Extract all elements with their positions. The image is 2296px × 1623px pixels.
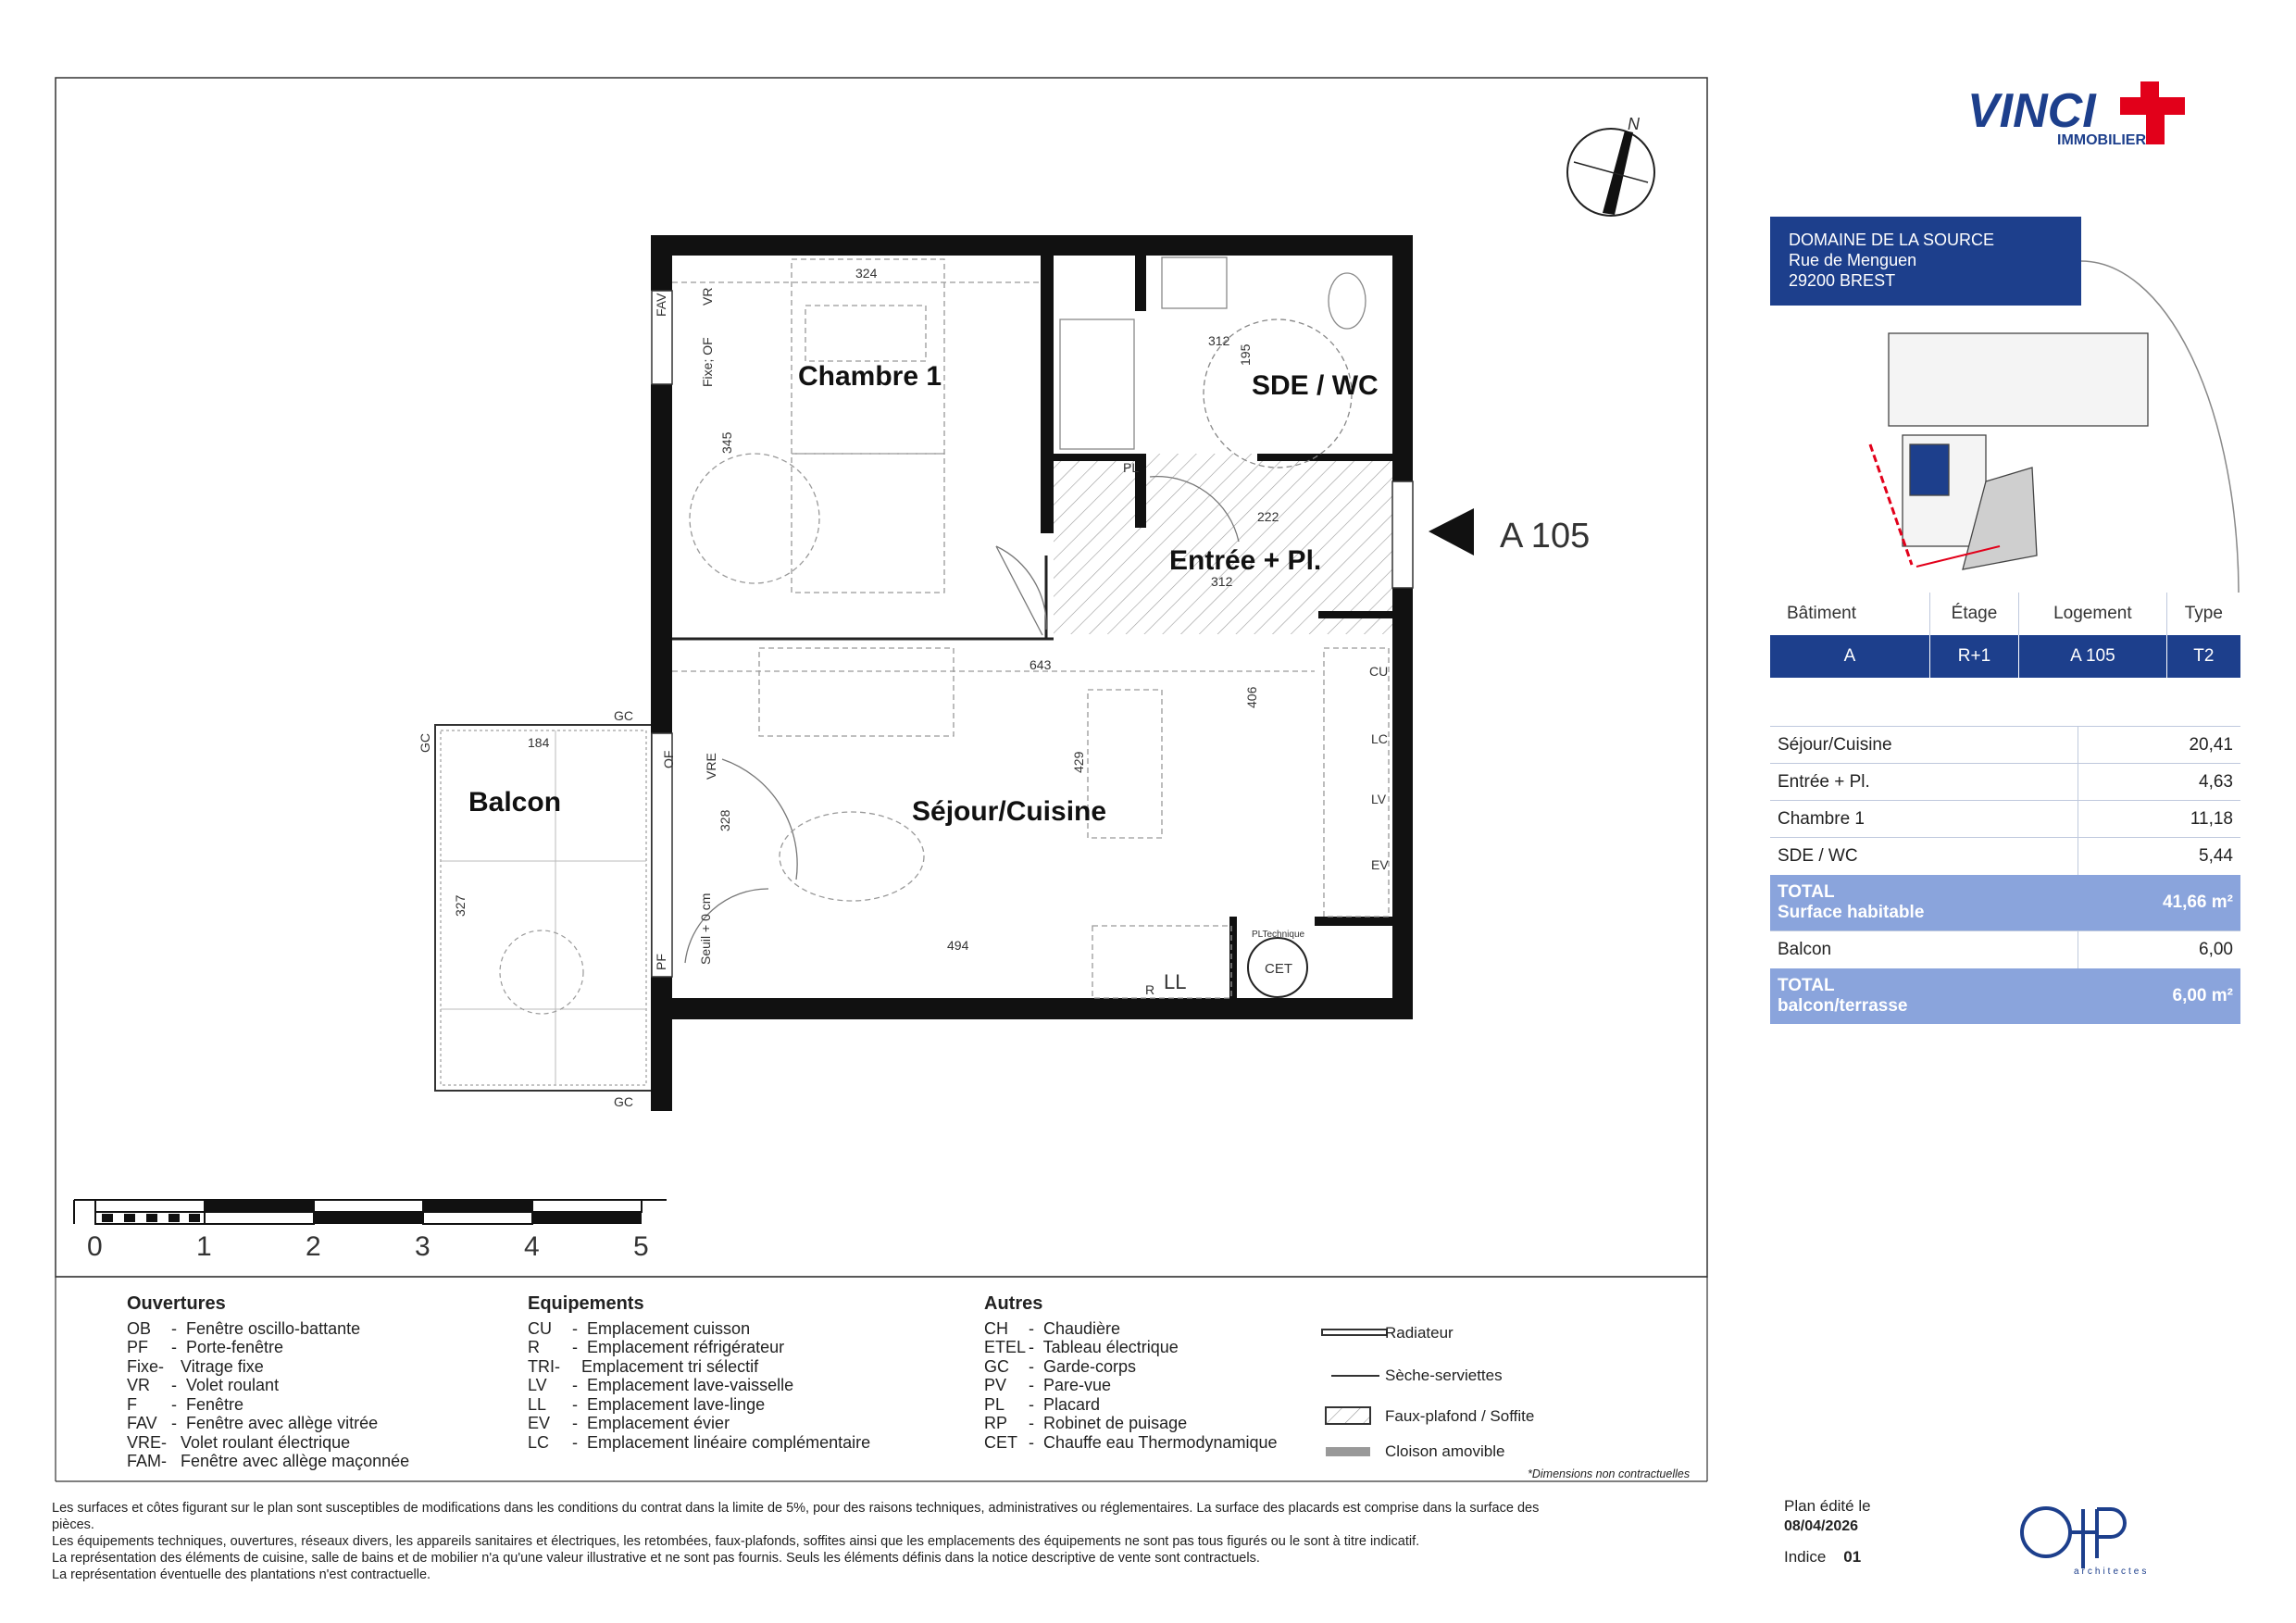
dim-label: 312 [1208,333,1230,348]
north-label: N [1628,115,1640,133]
label-pf: PF [654,954,668,970]
list-item: TRI- Emplacement tri sélectif [528,1356,759,1376]
area-value: 6,00 [2078,931,2240,968]
apartment-tag: A 105 [1500,517,1591,556]
list-item: FAV - Fenêtre avec allège vitrée [127,1414,379,1432]
total-sublabel: balcon/terrasse [1778,996,1908,1016]
room-label-balcon: Balcon [468,787,562,818]
disclaimer-line: La représentation des éléments de cuisine, salle de bains et de mobilier n'a qu'une valeur illustrative et ne sont pas fournis. Seuls les éléments définis dans la notice descriptive de vente sont contractuels. [52,1551,1260,1566]
disclaimer [52,1500,1552,1583]
balcony-outline [435,725,652,1091]
header-etage: Étage [1929,593,2018,635]
walls [651,235,1413,1111]
north-compass [1567,129,1654,216]
legend-seche-serviettes: Sèche-serviettes [1385,1367,1503,1384]
dim-label: 643 [1029,657,1052,672]
project-address-box [1770,217,2081,306]
scale-tick-label: 5 [633,1231,649,1262]
svg-text:IMMOBILIER: IMMOBILIER [2057,132,2146,148]
label-r: R [1145,982,1155,997]
disclaimer-line: Les équipements techniques, ouvertures, réseaux divers, les appareils sanitaires et électriques, les retombées, faux-plafonds, soffites ainsi que les emplacements des équipements ne sont pas tous figurés ou le sont à titre indicatif. [52,1534,1420,1549]
legend-cloison: Cloison amovible [1385,1442,1505,1460]
architect-sub: architectes [2074,1567,2150,1577]
label-gc-bottom: GC [614,1094,633,1109]
disclaimer-line: La représentation éventuelle des plantations n'est contractuelle. [52,1567,431,1582]
surface-table [1770,726,2240,1024]
dim-label: 222 [1257,509,1279,524]
project-street: Rue de Menguen [1789,251,1917,269]
label-gc-top: GC [614,708,633,723]
label-cet: CET [1265,961,1292,977]
entry-arrow-triangle [1429,508,1474,556]
area-value: 20,41 [2078,727,2240,764]
scale-tick-label: 0 [87,1231,103,1262]
list-item: LV - Emplacement lave-vaisselle [528,1376,794,1394]
vinci-logo [1967,81,2185,148]
plan-frame [56,78,1707,1277]
dim-label: 327 [453,894,468,917]
list-item: CET - Chauffe eau Thermodynamique [984,1432,1278,1452]
label-seuil: Seuil + 0 cm [698,893,713,965]
total-label: TOTAL [1778,976,1835,995]
value-logement: A 105 [2019,635,2167,678]
table-row [1770,727,2240,764]
label-ll: LL [1164,970,1187,993]
room-label-sde: SDE / WC [1252,370,1379,401]
edition-date: 08/04/2026 [1784,1518,1859,1534]
scale-bar [74,1200,667,1224]
header-batiment: Bâtiment [1787,604,1856,623]
value-batiment: A [1770,635,1929,678]
label-lv: LV [1371,792,1387,806]
area-label: Entrée + Pl. [1770,764,2078,801]
sde-fixtures [1060,257,1366,468]
value-type: T2 [2166,635,2240,678]
chambre-furniture [672,259,1041,593]
label-fav: FAV [654,293,668,317]
lot-info-table [1770,593,2240,678]
label-ev: EV [1371,857,1389,872]
scale-tick-label: 2 [306,1231,321,1262]
table-row [1770,838,2240,875]
label-fixe-of: Fixe; OF [700,337,715,387]
legend-faux-plafond: Faux-plafond / Soffite [1385,1407,1535,1425]
indice-label: Indice [1784,1548,1827,1566]
value-etage: R+1 [1929,635,2018,678]
list-item: R - Emplacement réfrigérateur [528,1338,785,1356]
legend-radiateur: Radiateur [1385,1324,1454,1342]
project-city: 29200 BREST [1789,271,1896,290]
project-name: DOMAINE DE LA SOURCE [1789,231,1995,249]
label-lc: LC [1371,731,1388,746]
list-item: GC - Garde-corps [984,1356,1137,1376]
dim-label: 312 [1211,574,1233,589]
list-item: RP - Robinet de puisage [984,1414,1188,1432]
dim-label: 406 [1244,686,1259,708]
dimensions-note: *Dimensions non contractuelles [1528,1467,1691,1480]
total-value: 6,00 m² [2078,968,2240,1025]
total-value: 41,66 m² [2078,875,2240,931]
list-item: VR - Volet roulant [127,1376,280,1394]
list-item: Fixe- Vitrage fixe [127,1356,264,1376]
op-architect-logo [2022,1508,2125,1568]
list-item: EV - Emplacement évier [528,1414,730,1432]
list-item: FAM- Fenêtre avec allège maçonnée [127,1452,410,1470]
scale-tick-label: 3 [415,1231,430,1262]
area-value: 4,63 [2078,764,2240,801]
list-item: OB - Fenêtre oscillo-battante [127,1318,361,1338]
dim-label: 494 [947,938,969,953]
list-item: PV - Pare-vue [984,1376,1112,1394]
legend-ouvertures [127,1294,409,1471]
label-pl: PL [1123,460,1140,475]
area-value: 11,18 [2078,801,2240,838]
scale-tick-label: 4 [524,1231,540,1262]
dim-label: 328 [718,809,732,831]
legend-symbols [1322,1330,1387,1456]
area-value: 5,44 [2078,838,2240,875]
list-item: CU - Emplacement cuisson [528,1318,751,1338]
list-item: ETEL - Tableau électrique [984,1338,1179,1356]
list-item: LL - Emplacement lave-linge [528,1394,766,1414]
dim-label: 429 [1071,751,1086,773]
legend-title: Ouvertures [127,1293,226,1314]
label-vre: VRE [704,753,718,780]
area-label: SDE / WC [1770,838,2078,875]
list-item: LC - Emplacement linéaire complémentaire [528,1432,871,1452]
total-habitable-row [1770,875,2240,931]
total-sublabel: Surface habitable [1778,903,1925,922]
list-item: PF - Porte-fenêtre [127,1338,284,1356]
room-label-entree: Entrée + Pl. [1169,545,1322,576]
table-row [1770,764,2240,801]
list-item: PL - Placard [984,1394,1101,1414]
area-label: Chambre 1 [1770,801,2078,838]
label-pl-technique: PLTechnique [1252,930,1305,940]
hatched-entree [1054,454,1397,634]
header-logement: Logement [2019,593,2167,635]
label-of: OF [661,750,676,768]
table-row [1770,931,2240,968]
dim-label: 345 [719,431,734,454]
area-label: Balcon [1770,931,2078,968]
disclaimer-line: Les surfaces et côtes figurant sur le plan sont susceptibles de modifications dans les conditions du contrat dans la limite de 5%, pour des raisons techniques, administratives ou réglementaires. La surface des placards est comprise dans la surface des pièces. [52,1501,1540,1532]
list-item: VRE- Volet roulant électrique [127,1432,351,1452]
legend-equipements [528,1294,870,1452]
label-gc-left: GC [418,733,432,753]
list-item: F - Fenêtre [127,1394,244,1414]
indice-value: 01 [1843,1548,1862,1566]
svg-text:VINCI: VINCI [1967,84,2096,138]
room-label-chambre: Chambre 1 [798,361,942,392]
dim-label: 324 [855,266,878,281]
label-vr: VR [700,287,715,306]
scale-tick-label: 1 [196,1231,212,1262]
list-item: CH - Chaudière [984,1318,1121,1338]
legend-autres [984,1294,1278,1452]
edition-label: Plan édité le [1784,1497,1871,1515]
label-cu: CU [1369,664,1389,679]
legend-title: Autres [984,1293,1043,1314]
area-label: Séjour/Cuisine [1770,727,2078,764]
dim-label: 184 [528,735,550,750]
total-balcon-row [1770,968,2240,1025]
dim-label: 195 [1238,343,1253,366]
total-label: TOTAL [1778,882,1835,902]
header-type: Type [2166,593,2240,635]
table-row [1770,801,2240,838]
legend-title: Equipements [528,1293,644,1314]
room-label-sejour: Séjour/Cuisine [912,796,1107,827]
keyplan-map [1852,261,2239,593]
